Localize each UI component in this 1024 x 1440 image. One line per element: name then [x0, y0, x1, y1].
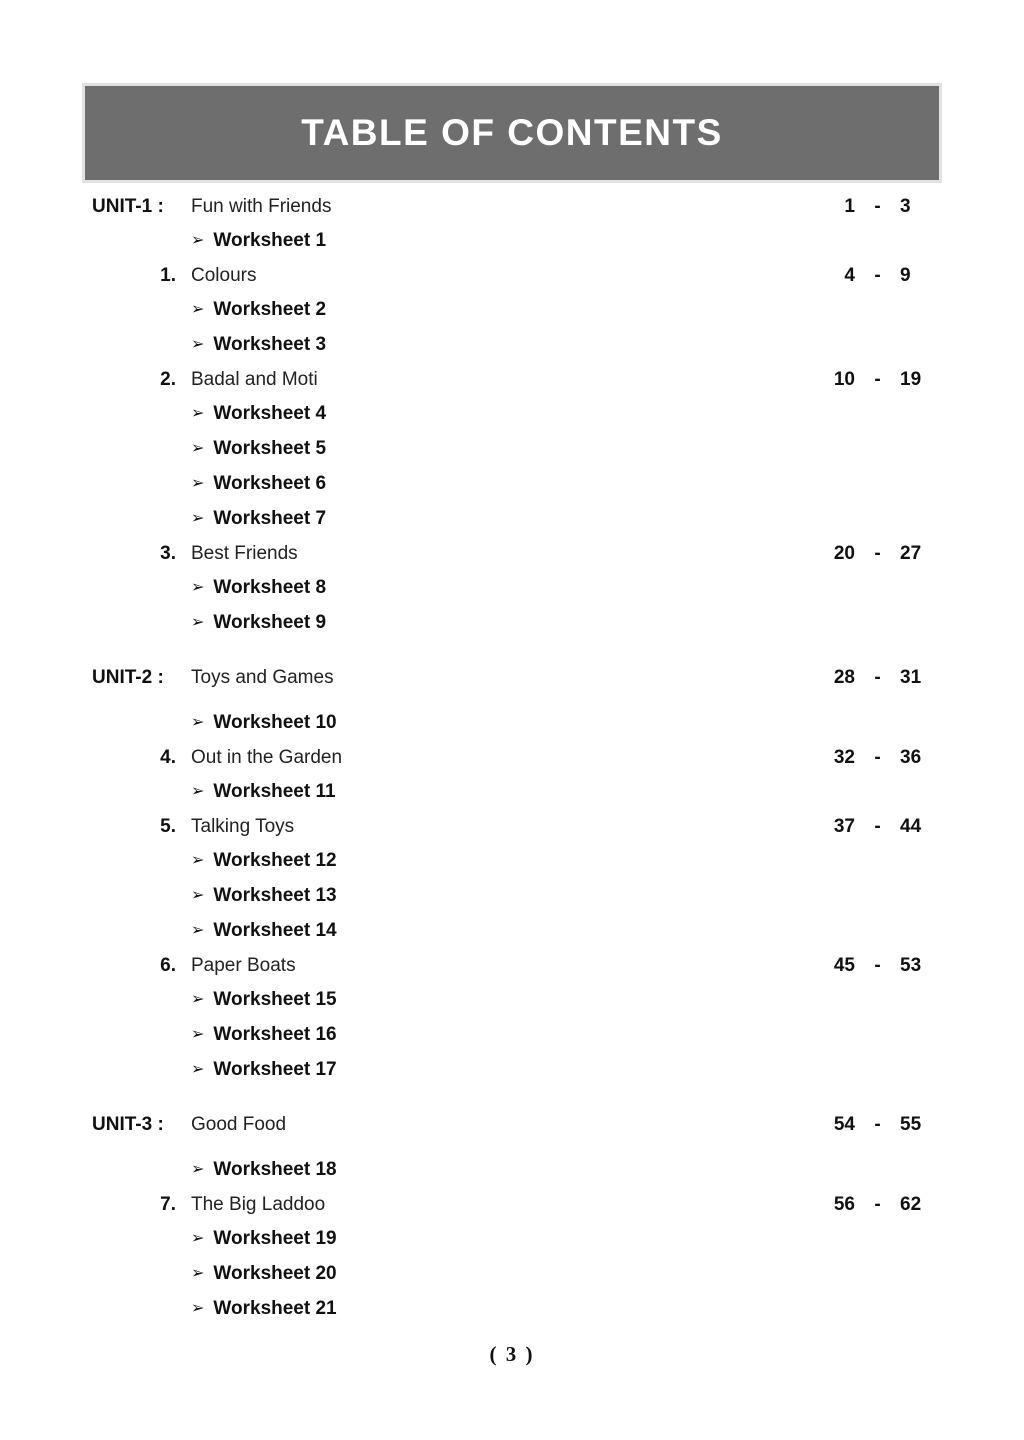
toc-row-title: Out in the Garden — [191, 747, 343, 768]
arrow-bullet-icon: ➢ — [191, 852, 205, 869]
toc-row-label: 5. — [160, 816, 176, 837]
arrow-bullet-icon: ➢ — [191, 301, 205, 318]
page-range-end: 44 — [900, 816, 922, 837]
toc-row — [92, 537, 940, 571]
toc-row-main — [191, 775, 815, 810]
toc-row-main — [191, 259, 815, 293]
toc-row — [92, 983, 940, 1018]
toc-row-main — [191, 328, 815, 363]
page-range-dash: - — [874, 265, 881, 286]
toc-row-main — [191, 1188, 815, 1222]
toc-row — [92, 328, 940, 363]
toc-row-main — [191, 467, 815, 502]
toc-row — [92, 259, 940, 293]
toc-row-label: UNIT-3 : — [92, 1114, 164, 1135]
toc-row-title: Worksheet 21 — [213, 1298, 337, 1319]
page-range-start: 28 — [833, 667, 855, 688]
page-range-dash: - — [874, 196, 881, 217]
toc-row-title: Talking Toys — [191, 816, 295, 837]
toc-row-title: Worksheet 15 — [213, 989, 337, 1010]
toc-row — [92, 1222, 940, 1257]
page-range-start: 37 — [833, 816, 855, 837]
toc-row-main — [191, 1153, 815, 1188]
toc-row-main — [191, 810, 815, 844]
toc-row-title: Worksheet 13 — [213, 885, 337, 906]
toc-row — [92, 879, 940, 914]
toc-row-main — [191, 914, 815, 949]
toc-row — [92, 1188, 940, 1222]
toc-row — [92, 1257, 940, 1292]
toc-row — [92, 502, 940, 537]
toc-row-title: Best Friends — [191, 543, 298, 564]
toc-row-title: Fun with Friends — [191, 196, 332, 217]
toc-row-title: Paper Boats — [191, 955, 296, 976]
toc-row — [92, 293, 940, 328]
toc-row — [92, 606, 940, 641]
toc-row — [92, 363, 940, 397]
footer-page-number: ( 3 ) — [489, 1342, 535, 1366]
toc-row-label: UNIT-2 : — [92, 667, 164, 688]
toc-row — [92, 706, 940, 741]
toc-row-main — [191, 606, 815, 641]
toc-row-main — [191, 397, 815, 432]
toc-row-main — [191, 1222, 815, 1257]
arrow-bullet-icon: ➢ — [191, 1230, 205, 1247]
page-range-start: 10 — [833, 369, 855, 390]
page-range-dash: - — [874, 543, 881, 564]
page-range-end: 53 — [900, 955, 922, 976]
toc-row — [92, 1053, 940, 1088]
page-range-start: 20 — [833, 543, 855, 564]
page-title: TABLE OF CONTENTS — [301, 112, 723, 153]
toc-row-main — [191, 706, 815, 741]
arrow-bullet-icon: ➢ — [191, 1061, 205, 1078]
page-range-end: 55 — [900, 1114, 922, 1135]
toc-row-page-range — [815, 363, 940, 397]
toc-row-label: 6. — [160, 955, 176, 976]
toc-row-title: Worksheet 11 — [213, 781, 336, 802]
arrow-bullet-icon: ➢ — [191, 1161, 205, 1178]
toc-row-title: Worksheet 12 — [213, 850, 337, 871]
toc-row-label: 3. — [160, 543, 176, 564]
toc-row — [92, 741, 940, 775]
toc-row-page-range — [815, 949, 940, 983]
toc-row-main — [191, 879, 815, 914]
toc-row-title: Worksheet 20 — [213, 1263, 337, 1284]
toc-row-main — [191, 502, 815, 537]
toc-row-main — [191, 1018, 815, 1053]
toc-row — [92, 1108, 940, 1142]
toc-row-title: Worksheet 2 — [213, 299, 327, 320]
toc-row-title: The Big Laddoo — [191, 1194, 326, 1215]
page-range-dash: - — [874, 1114, 881, 1135]
arrow-bullet-icon: ➢ — [191, 232, 205, 249]
toc-row — [92, 810, 940, 844]
page-range-start: 45 — [833, 955, 855, 976]
toc-row — [92, 432, 940, 467]
toc-row-title: Worksheet 19 — [213, 1228, 337, 1249]
toc-row-title: Badal and Moti — [191, 369, 318, 390]
toc-row-title: Worksheet 8 — [213, 577, 327, 598]
page-range-dash: - — [874, 816, 881, 837]
page-range-end: 31 — [900, 667, 922, 688]
page-range-end: 9 — [900, 265, 911, 286]
page-footer — [0, 1342, 1024, 1367]
toc-list — [92, 190, 940, 1327]
toc-row-title: Worksheet 9 — [213, 612, 327, 633]
toc-row — [92, 397, 940, 432]
toc-row-main — [191, 432, 815, 467]
toc-row — [92, 467, 940, 502]
toc-row-label: 2. — [160, 369, 176, 390]
arrow-bullet-icon: ➢ — [191, 1265, 205, 1282]
toc-row-main — [191, 571, 815, 606]
page-range-dash: - — [874, 1194, 881, 1215]
page-range-end: 62 — [900, 1194, 922, 1215]
toc-row-main — [191, 661, 815, 695]
toc-row — [92, 914, 940, 949]
toc-row-main — [191, 983, 815, 1018]
arrow-bullet-icon: ➢ — [191, 1300, 205, 1317]
toc-row — [92, 1292, 940, 1327]
toc-row — [92, 190, 940, 224]
toc-row-main — [191, 1292, 815, 1327]
toc-row-page-range — [815, 1108, 940, 1142]
toc-row — [92, 1153, 940, 1188]
toc-row-main — [191, 741, 815, 775]
toc-row-page-range — [815, 741, 940, 775]
toc-row-main — [191, 224, 815, 259]
arrow-bullet-icon: ➢ — [191, 714, 205, 731]
toc-row-page-range — [815, 1188, 940, 1222]
toc-row-page-range — [815, 259, 940, 293]
arrow-bullet-icon: ➢ — [191, 510, 205, 527]
toc-row-page-range — [815, 661, 940, 695]
toc-row-main — [191, 537, 815, 571]
toc-row-page-range — [815, 190, 940, 224]
toc-row-title: Worksheet 5 — [213, 438, 327, 459]
toc-row-main — [191, 1053, 815, 1088]
page-range-end: 19 — [900, 369, 922, 390]
toc-row-page-range — [815, 810, 940, 844]
page-range-start: 1 — [844, 196, 855, 217]
arrow-bullet-icon: ➢ — [191, 614, 205, 631]
toc-row-title: Good Food — [191, 1114, 287, 1135]
title-banner — [82, 83, 942, 183]
toc-row-main — [191, 1108, 815, 1142]
toc-row — [92, 571, 940, 606]
toc-row — [92, 775, 940, 810]
page-range-dash: - — [874, 369, 881, 390]
arrow-bullet-icon: ➢ — [191, 405, 205, 422]
toc-row-title: Worksheet 4 — [213, 403, 327, 424]
arrow-bullet-icon: ➢ — [191, 475, 205, 492]
arrow-bullet-icon: ➢ — [191, 887, 205, 904]
toc-row-main — [191, 949, 815, 983]
toc-row-label: 7. — [160, 1194, 176, 1215]
toc-row-title: Worksheet 1 — [213, 230, 327, 251]
page-range-start: 56 — [833, 1194, 855, 1215]
page-range-start: 4 — [844, 265, 855, 286]
arrow-bullet-icon: ➢ — [191, 783, 205, 800]
page-range-end: 3 — [900, 196, 911, 217]
toc-row — [92, 224, 940, 259]
toc-row-title: Worksheet 18 — [213, 1159, 337, 1180]
page-range-end: 27 — [900, 543, 922, 564]
toc-row-label: UNIT-1 : — [92, 196, 164, 217]
toc-row-label: 4. — [160, 747, 176, 768]
arrow-bullet-icon: ➢ — [191, 440, 205, 457]
toc-row-title: Worksheet 10 — [213, 712, 337, 733]
toc-row-main — [191, 1257, 815, 1292]
toc-row-main — [191, 363, 815, 397]
page-range-end: 36 — [900, 747, 922, 768]
page-range-start: 32 — [833, 747, 855, 768]
toc-row-title: Worksheet 16 — [213, 1024, 337, 1045]
toc-row-page-range — [815, 537, 940, 571]
toc-row-label: 1. — [160, 265, 176, 286]
toc-row — [92, 949, 940, 983]
arrow-bullet-icon: ➢ — [191, 336, 205, 353]
toc-row — [92, 1018, 940, 1053]
page-range-dash: - — [874, 667, 881, 688]
toc-row-title: Worksheet 7 — [213, 508, 327, 529]
page-range-dash: - — [874, 955, 881, 976]
toc-row-main — [191, 844, 815, 879]
arrow-bullet-icon: ➢ — [191, 991, 205, 1008]
toc-row-title: Colours — [191, 265, 257, 286]
toc-row-title: Worksheet 14 — [213, 920, 337, 941]
toc-row — [92, 661, 940, 695]
arrow-bullet-icon: ➢ — [191, 922, 205, 939]
toc-row-main — [191, 293, 815, 328]
toc-row-title: Worksheet 3 — [213, 334, 327, 355]
toc-row-title: Worksheet 6 — [213, 473, 327, 494]
arrow-bullet-icon: ➢ — [191, 1026, 205, 1043]
page-range-dash: - — [874, 747, 881, 768]
toc-row-title: Worksheet 17 — [213, 1059, 337, 1080]
page-range-start: 54 — [833, 1114, 855, 1135]
toc-row — [92, 844, 940, 879]
toc-row-title: Toys and Games — [191, 667, 334, 688]
arrow-bullet-icon: ➢ — [191, 579, 205, 596]
toc-row-main — [191, 190, 815, 224]
